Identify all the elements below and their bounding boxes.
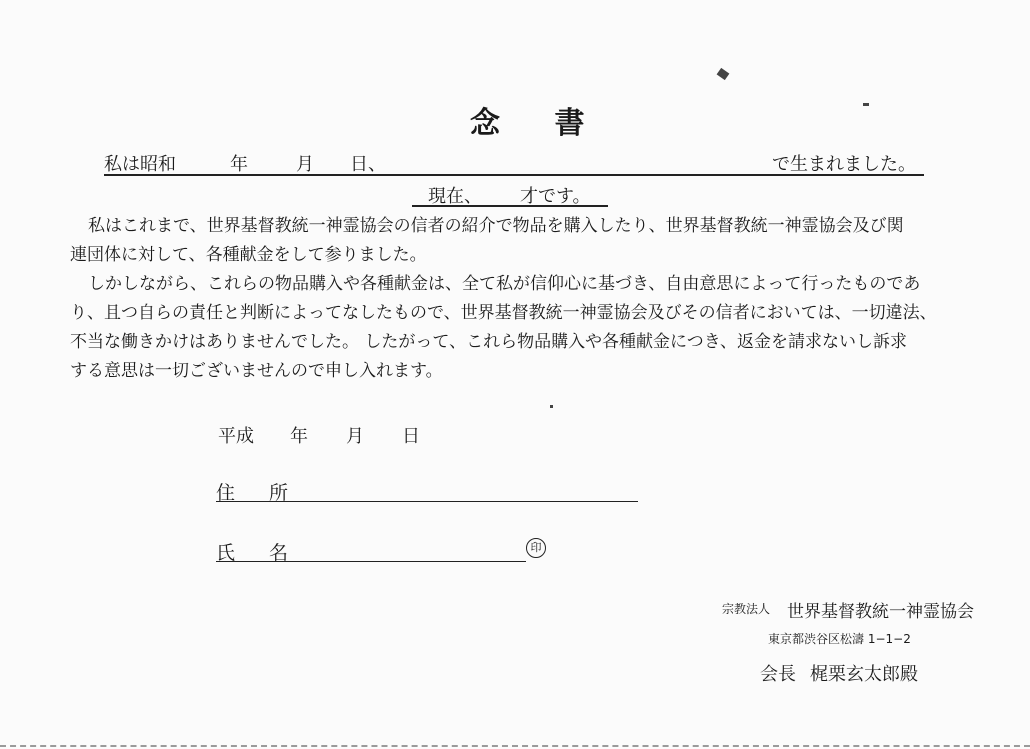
paragraph-line: 私はこれまで、世界基督教統一神霊協会の信者の紹介で物品を購入したり、世界基督教統一神霊協会及び関 (88, 216, 904, 236)
name-label: 氏 名 (216, 542, 303, 564)
name-field[interactable] (216, 538, 546, 564)
paragraph-line: する意思は一切ございませんので申し入れます。 (70, 361, 443, 381)
birth-year-label: 年 (230, 154, 248, 175)
birth-line (104, 150, 924, 180)
paragraph-declaration (70, 270, 970, 386)
recipient-president-name: 梶栗玄太郎殿 (810, 664, 918, 685)
recipient-org-name: 世界基督教統一神霊協会 (787, 602, 974, 622)
recipient-president-title: 会長 (760, 664, 796, 685)
scan-speck (550, 405, 553, 408)
date-month-label: 月 (346, 426, 364, 447)
scan-speck (717, 68, 730, 80)
date-year-label: 年 (290, 426, 308, 447)
date-line (218, 422, 418, 448)
scan-edge (0, 745, 1030, 747)
paragraph-line: しかしながら、これらの物品購入や各種献金は、全て私が信仰心に基づき、自由意思によって行ったものであ (88, 274, 921, 294)
date-day-label: 日 (402, 426, 420, 447)
birth-prefix: 私は昭和 (104, 154, 176, 175)
name-rule (216, 561, 526, 562)
paragraph-line: り、且つ自らの責任と判断によってなしたもので、世界基督教統一神霊協会及びその信者においては、一切違法、 (70, 303, 937, 323)
address-label: 住 所 (216, 482, 303, 504)
paragraph-line: 連団体に対して、各種献金をして参りました。 (70, 245, 427, 265)
birth-month-label: 月 (296, 154, 314, 175)
address-field[interactable] (216, 478, 638, 504)
date-era: 平成 (218, 426, 254, 447)
birth-day-label: 日、 (350, 154, 386, 175)
birth-line-rule (104, 174, 924, 176)
age-prefix: 現在、 (428, 186, 482, 207)
age-line (412, 182, 608, 210)
recipient-address: 東京都渋谷区松濤 1−1−2 (768, 632, 911, 646)
document-title: 念 書 (470, 106, 607, 141)
paragraph-history (70, 212, 970, 270)
scan-speck (863, 103, 869, 106)
age-suffix: 才です。 (520, 186, 591, 207)
age-line-rule (412, 205, 608, 207)
paragraph-line: 不当な働きかけはありませんでした。 したがって、これら物品購入や各種献金につき、返金を請求ないし訴求 (70, 332, 908, 352)
recipient-org-type: 宗教法人 (722, 602, 771, 616)
seal-mark: 印 (526, 538, 546, 558)
address-rule (216, 501, 638, 502)
birth-suffix: で生まれました。 (772, 154, 916, 175)
